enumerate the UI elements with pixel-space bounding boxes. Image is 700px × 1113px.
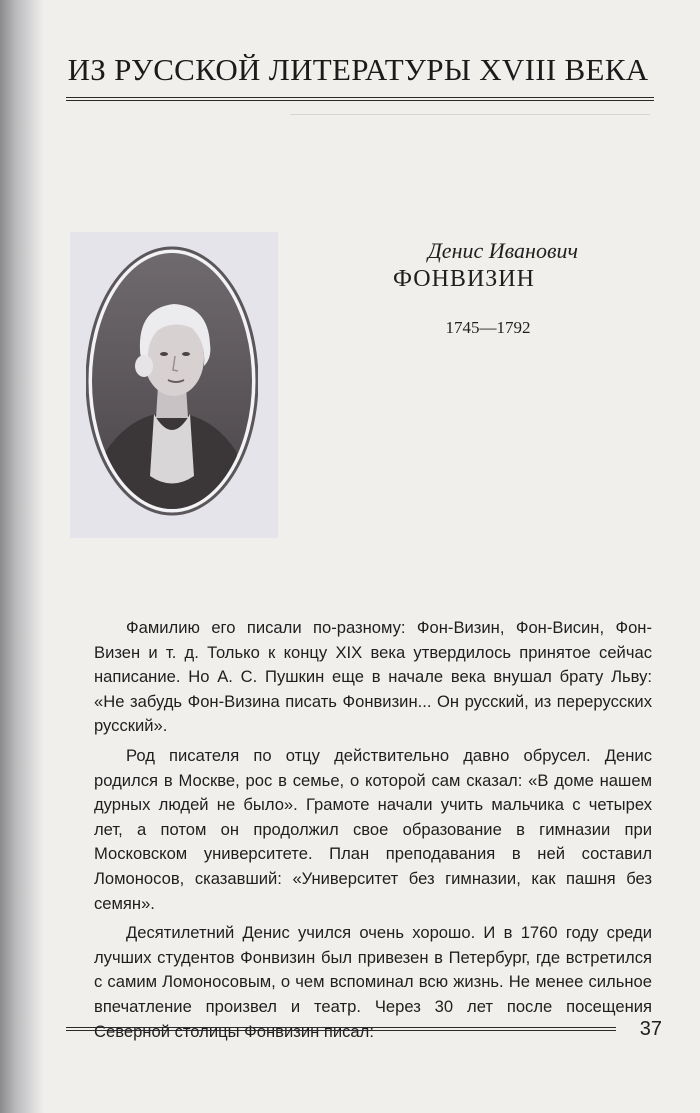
header-rule (66, 97, 654, 101)
running-header: ИЗ РУССКОЙ ЛИТЕРАТУРЫ XVIII ВЕКА (67, 52, 649, 87)
author-life-years: 1745—1792 (445, 318, 531, 337)
footer-rule (66, 1027, 616, 1031)
bleed-through-texture (290, 104, 650, 604)
paragraph: Фамилию его писали по-разному: Фон-Визин, Фон-Висин, Фон-Визен и т. д. Только к концу XIX века утвердилось принятое сейчас написание. Но А. С. Пушкин еще в начале века внушал брату Льву: «Не забудь Фон-Визина писать Фонвизин... Он русский, из перерусских русский». (94, 618, 652, 736)
author-portrait (86, 246, 258, 516)
author-first-names: Денис Иванович (427, 238, 578, 263)
article-body (94, 616, 652, 1049)
page-number: 37 (639, 1018, 662, 1040)
paragraph: Род писателя по отцу действительно давно обрусел. Денис родился в Москве, рос в семье, о которой сам сказал: «В доме нашем дурных людей не было». Грамоте начали учить мальчика с четырех лет, а потом он продолжил свое образование в гимназии при Московском университете. План преподавания в ней составил Ломоносов, сказавший: «Университет без гимназии, как пашня без семян». (94, 745, 652, 913)
portrait-oval-engraving (86, 246, 258, 516)
paragraph: Десятилетний Денис учился очень хорошо. И в 1760 году среди лучших студентов Фонвизин был привезен в Петербург, где встретился с самим Ломоносовым, о чем вспоминал всю жизнь. Не менее сильное впечатление произвел и театр. Через 30 лет после посещения Северной столицы Фонвизин писал: (94, 923, 652, 1041)
author-last-name: ФОНВИЗИН (393, 266, 535, 292)
page-binding-shadow (0, 0, 44, 1113)
